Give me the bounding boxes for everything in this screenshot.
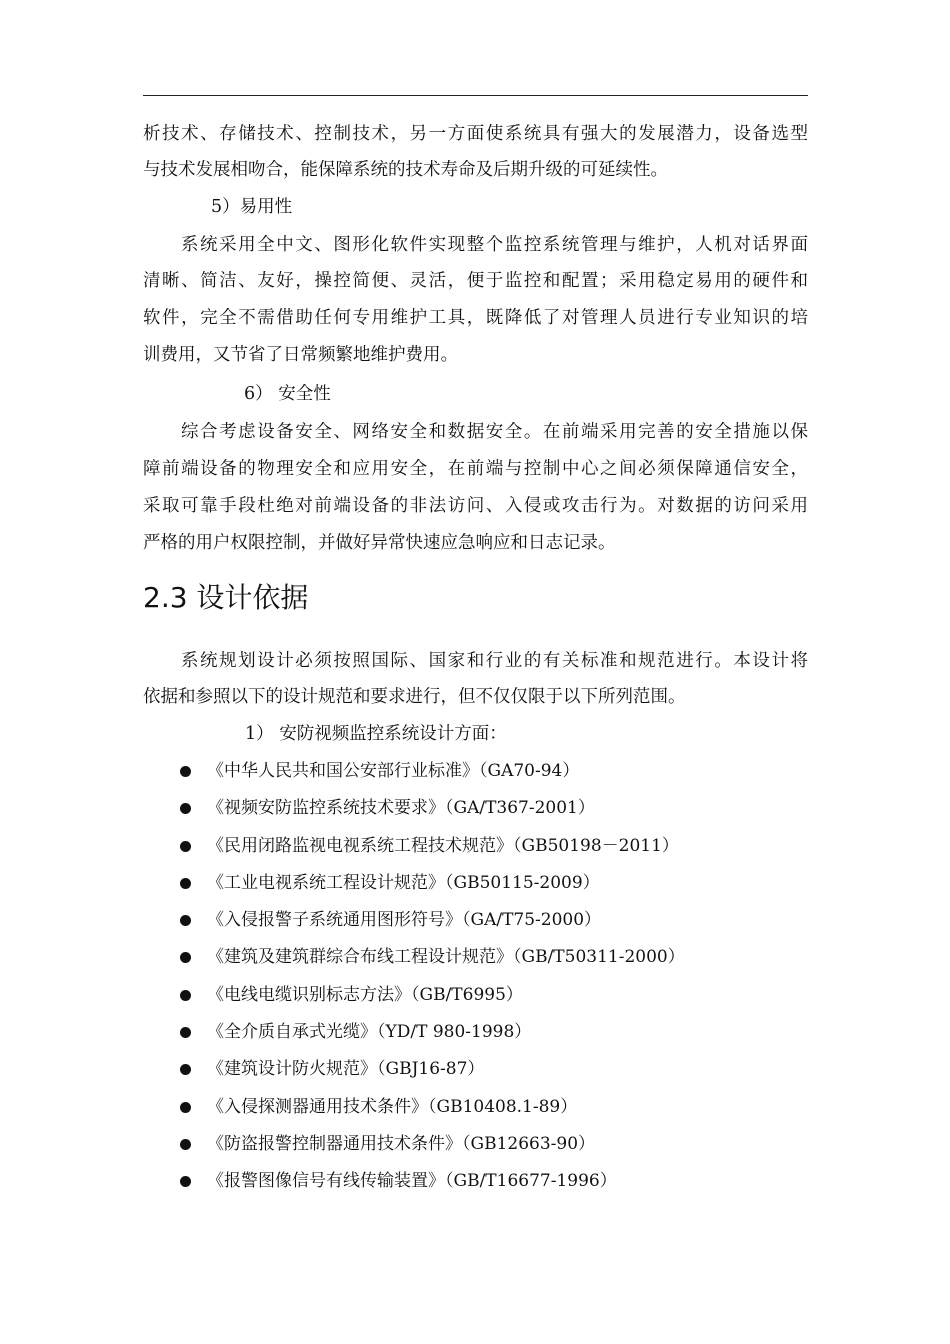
bullet-icon	[180, 1139, 191, 1150]
paragraph-line: 与技术发展相吻合，能保障系统的技术寿命及后期升级的可延续性。	[143, 160, 668, 180]
bullet-icon	[180, 841, 191, 852]
security-title: 6） 安全性	[244, 384, 331, 404]
paragraph-line: 严格的用户权限控制，并做好异常快速应急响应和日志记录。	[143, 533, 616, 553]
subheading: 1） 安防视频监控系统设计方面：	[245, 724, 507, 744]
bullet-icon	[180, 1102, 191, 1113]
bullet-icon	[180, 1027, 191, 1038]
bullet-icon	[180, 766, 191, 777]
paragraph-line: 综合考虑设备安全、网络安全和数据安全。在前端采用完善的安全措施以保	[181, 422, 808, 442]
bullet-icon	[180, 1176, 191, 1187]
usability-title: 5）易用性	[211, 197, 293, 217]
paragraph-line: 析技术、存储技术、控制技术，另一方面使系统具有强大的发展潜力，设备选型	[143, 124, 808, 144]
bullet-icon	[180, 1064, 191, 1075]
paragraph-line: 障前端设备的物理安全和应用安全，在前端与控制中心之间必须保障通信安全，	[143, 459, 808, 479]
paragraph-line: 系统规划设计必须按照国际、国家和行业的有关标准和规范进行。本设计将	[181, 651, 808, 671]
header-rule	[143, 95, 808, 96]
section-heading: 2.3 设计依据	[143, 581, 309, 614]
bullet-icon	[180, 915, 191, 926]
paragraph-line: 依据和参照以下的设计规范和要求进行，但不仅仅限于以下所列范围。	[143, 687, 686, 707]
bullet-icon	[180, 878, 191, 889]
paragraph-line: 训费用，又节省了日常频繁地维护费用。	[143, 345, 458, 365]
paragraph-line: 软件，完全不需借助任何专用维护工具，既降低了对管理人员进行专业知识的培	[143, 308, 808, 328]
bullet-icon	[180, 952, 191, 963]
bullet-icon	[180, 990, 191, 1001]
paragraph-line: 采取可靠手段杜绝对前端设备的非法访问、入侵或攻击行为。对数据的访问采用	[143, 496, 808, 516]
bullet-icon	[180, 803, 191, 814]
paragraph-line: 系统采用全中文、图形化软件实现整个监控系统管理与维护，人机对话界面	[181, 235, 808, 255]
paragraph-line: 清晰、简洁、友好，操控简便、灵活，便于监控和配置；采用稳定易用的硬件和	[143, 271, 808, 291]
